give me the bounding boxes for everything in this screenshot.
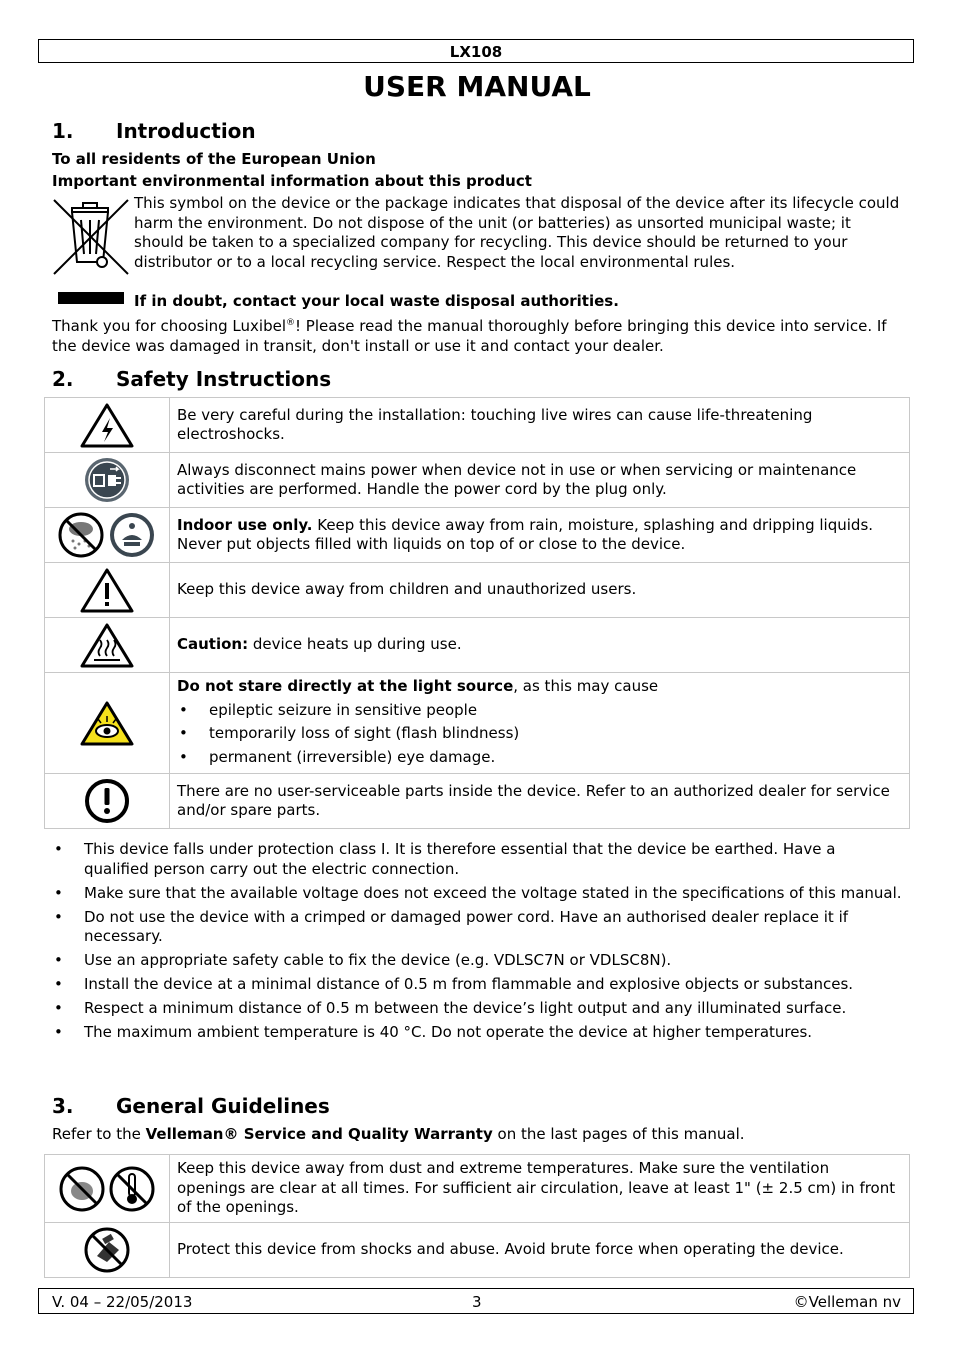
warranty-reference: Refer to the Velleman® Service and Quality Warranty on the last pages of this manual. <box>52 1125 745 1143</box>
unplug-mains-icon <box>45 453 170 508</box>
safety-text: There are no user-serviceable parts inside the device. Refer to an authorized dealer for service and/or spare parts. <box>170 774 910 829</box>
safety-text: Keep this device away from children and unauthorized users. <box>170 563 910 618</box>
general-row <box>45 1223 910 1278</box>
list-item: • epileptic seizure in sensitive people <box>177 699 902 723</box>
general-text: Keep this device away from dust and extreme temperatures. Make sure the ventilation openings are clear at all times. For sufficient air circulation, leave at least 1" (± 2.5 cm) in front of the openings. <box>170 1155 910 1223</box>
list-item: • This device falls under protection class I. It is therefore essential that the device be earthed. Have a qualified person carry out the electric connection. <box>52 840 902 879</box>
list-item: • Make sure that the available voltage does not exceed the voltage stated in the specifications of this manual. <box>52 884 902 904</box>
safety-text: Caution: device heats up during use. <box>170 618 910 673</box>
electric-shock-warning-icon <box>45 398 170 453</box>
doubt-line: If in doubt, contact your local waste disposal authorities. <box>134 292 619 310</box>
general-table <box>44 1154 910 1278</box>
page-title: USER MANUAL <box>363 70 591 103</box>
list-item: • Install the device at a minimal distance of 0.5 m from flammable and explosive objects or substances. <box>52 975 902 995</box>
footer-page-number: 3 <box>472 1293 482 1311</box>
no-shock-icon <box>45 1223 170 1278</box>
safety-row <box>45 774 910 829</box>
hot-surface-icon <box>45 618 170 673</box>
list-item: • permanent (irreversible) eye damage. <box>177 746 902 770</box>
general-text: Protect this device from shocks and abuse. Avoid brute force when operating the device. <box>170 1223 910 1278</box>
safety-text: Indoor use only. Keep this device away from rain, moisture, splashing and dripping liquids. Never put objects filled with liquids on top of or close to the device. <box>170 508 910 563</box>
safety-row <box>45 453 910 508</box>
section-heading-safety: 2. Safety Instructions <box>52 367 332 391</box>
list-item: • Respect a minimum distance of 0.5 m between the device’s light output and any illuminated surface. <box>52 999 902 1019</box>
footer-copyright: ©Velleman nv <box>793 1293 901 1311</box>
general-warning-icon <box>45 563 170 618</box>
light-source-eye-warning-icon <box>45 673 170 774</box>
light-risk-list <box>177 699 902 770</box>
no-dust-no-temperature-icon <box>45 1155 170 1223</box>
safety-text: Be very careful during the installation: touching live wires can cause life-threatening electroshocks. <box>170 398 910 453</box>
list-item: • temporarily loss of sight (flash blindness) <box>177 722 902 746</box>
safety-text: Always disconnect mains power when device not in use or when servicing or maintenance activities are performed. Handle the power cord by the plug only. <box>170 453 910 508</box>
page-footer <box>38 1288 914 1314</box>
list-item: • Do not use the device with a crimped or damaged power cord. Have an authorised dealer replace it if necessary. <box>52 908 902 947</box>
safety-row <box>45 508 910 563</box>
safety-table <box>44 397 910 829</box>
environment-line: Important environmental information about this product <box>52 172 532 190</box>
exclamation-circle-icon <box>45 774 170 829</box>
weee-bin-icon <box>52 194 130 306</box>
safety-row <box>45 398 910 453</box>
eu-residents-line: To all residents of the European Union <box>52 150 376 168</box>
safety-row <box>45 563 910 618</box>
safety-text: Do not stare directly at the light source, as this may cause • epileptic seizure in sensitive people • temporarily loss of sight (flash blindness) • permanent (irreversible) eye damage. <box>170 673 910 774</box>
safety-row <box>45 618 910 673</box>
list-item: • Use an appropriate safety cable to fix the device (e.g. VDLSC7N or VDLSC8N). <box>52 951 902 971</box>
thanks-paragraph: Thank you for choosing Luxibel®! Please read the manual thoroughly before bringing this device into service. If the device was damaged in transit, don't install or use it and contact your dealer. <box>52 317 887 355</box>
general-row <box>45 1155 910 1223</box>
list-item: • The maximum ambient temperature is 40 °C. Do not operate the device at higher temperatures. <box>52 1023 902 1043</box>
section-heading-general: 3. General Guidelines <box>52 1094 330 1118</box>
page-header: LX108 <box>38 39 914 63</box>
section-heading-introduction: 1. Introduction <box>52 119 256 143</box>
weee-text: This symbol on the device or the package indicates that disposal of the device after its lifecycle could harm the environment. Do not dispose of the unit (or batteries) as unsorted municipal waste; it should be taken to a specialized company for recycling. This device should be returned to your distributor or to a local recycling service. Respect the local environmental rules. <box>134 194 900 271</box>
footer-version: V. 04 – 22/05/2013 <box>52 1293 193 1311</box>
no-rain-no-liquid-icon <box>45 508 170 563</box>
safety-bullet-list <box>52 840 902 1047</box>
safety-row <box>45 673 910 774</box>
